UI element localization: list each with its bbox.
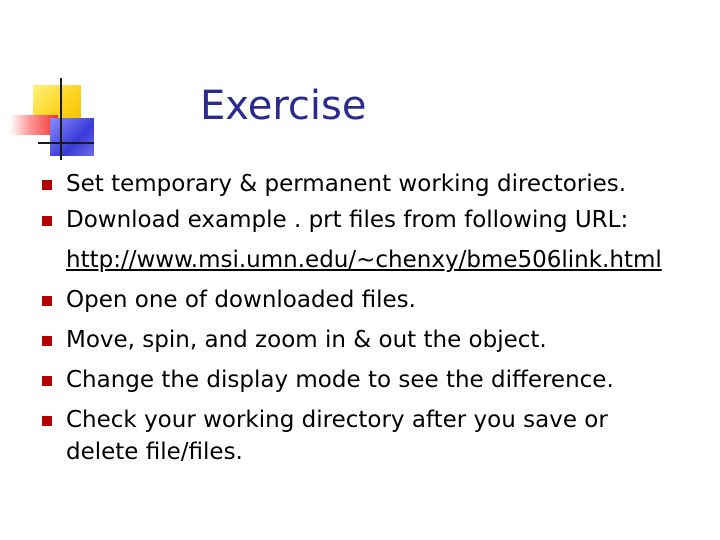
square-bullet-icon bbox=[42, 180, 52, 190]
bullet-text: Move, spin, and zoom in & out the object. bbox=[66, 327, 547, 353]
bullet-item bbox=[0, 280, 720, 320]
bullet-text: Check your working directory after you save or bbox=[66, 407, 608, 433]
decorative-blue-block bbox=[50, 118, 94, 156]
bullet-item bbox=[0, 400, 720, 472]
slide-title: Exercise bbox=[200, 83, 367, 129]
bullet-item bbox=[0, 320, 720, 360]
decorative-vertical-line bbox=[60, 78, 62, 160]
decorative-horizontal-line bbox=[38, 142, 94, 144]
square-bullet-icon bbox=[42, 296, 52, 306]
bullet-text: Change the display mode to see the difference. bbox=[66, 367, 614, 393]
bullet-text-continued: delete file/files. bbox=[66, 439, 243, 465]
bullet-text: Set temporary & permanent working directories. bbox=[66, 171, 627, 197]
bullet-item bbox=[0, 200, 720, 272]
bullet-item bbox=[0, 360, 720, 400]
square-bullet-icon bbox=[42, 416, 52, 426]
bullet-item bbox=[0, 164, 720, 204]
bullet-text: Open one of downloaded files. bbox=[66, 287, 416, 313]
square-bullet-icon bbox=[42, 336, 52, 346]
bullet-text: Download example . prt files from following URL: bbox=[66, 207, 629, 233]
square-bullet-icon bbox=[42, 376, 52, 386]
url-link[interactable]: http://www.msi.umn.edu/~chenxy/bme506link.html bbox=[66, 247, 662, 273]
square-bullet-icon bbox=[42, 216, 52, 226]
